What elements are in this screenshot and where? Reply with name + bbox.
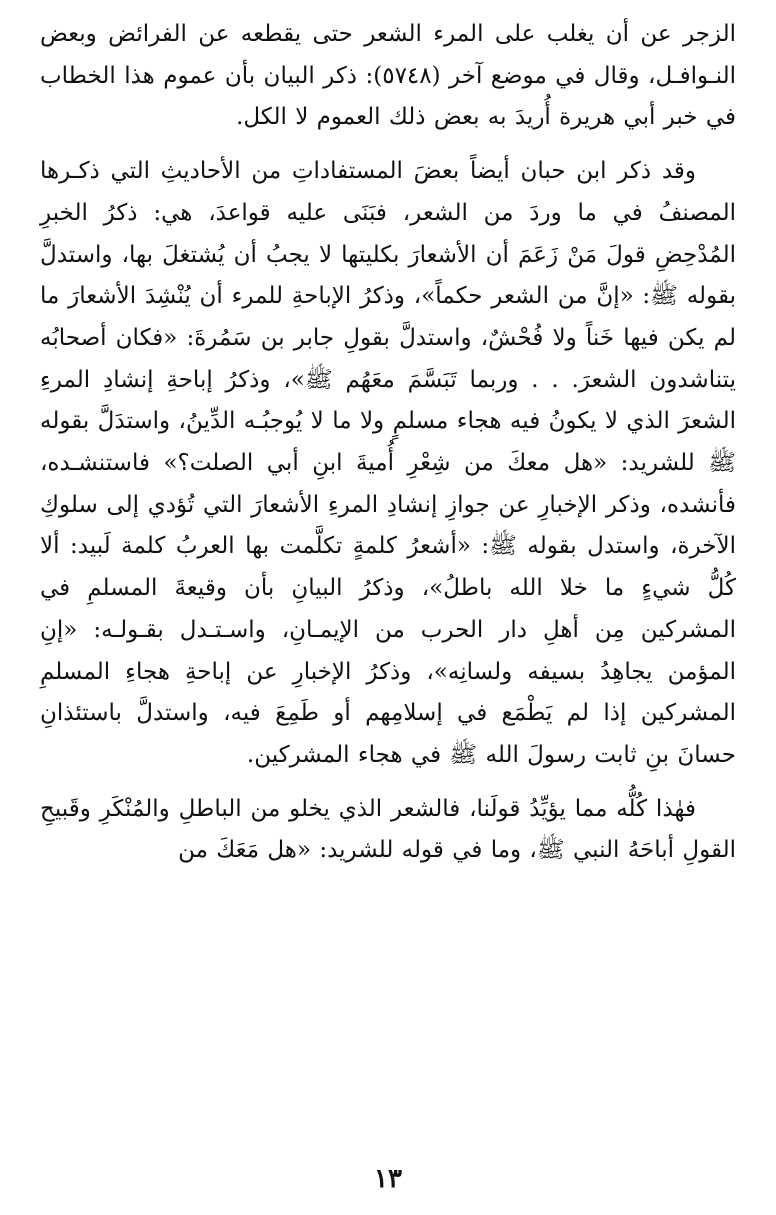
- paragraph-3: فهٰذا كُلُّه مما يؤيِّدُ قولَنا، فالشعر الذي يخلو من الباطلِ والمُنْكَرِ وقَبيحِ القولِ أباحَهُ النبي ﷺ، وما في قوله للشريد: «هل مَعَكَ من: [40, 795, 736, 864]
- page-number: ١٣: [374, 1164, 402, 1194]
- paragraph-2: وقد ذكر ابن حبان أيضاً بعضَ المستفاداتِ من الأحاديثِ التي ذكـرها المصنفُ في ما وردَ من الشعر، فبَنَى عليه قواعدَ، هي: ذكرُ الخبرِ المُدْحِضِ قولَ مَنْ زَعَمَ أن الأشعارَ بكليتها لا يجبُ أن يُشتغلَ بها، واستدلَّ بقوله ﷺ: «إنَّ من الشعر حكماً»، وذكرُ الإباحةِ للمرء أن يُنْشِدَ الأشعارَ ما لم يكن فيها خَناً ولا فُحْشٌ، واستدلَّ بقولِ جابر بن سَمُرةَ: «فكان أصحابُه يتناشدون الشعرَ. . . وربما تَبَسَّمَ معَهُم ﷺ»، وذكرُ إباحةِ إنشادِ المرءِ الشعرَ الذي لا يكونُ فيه هجاء مسلمٍ ولا ما لا يُوجبُـه الدِّينُ، واستدَلَّ بقوله ﷺ للشريد: «هل معكَ من شِعْرِ أُميةَ ابنِ أبي الصلت؟» فاستنشـده، فأنشده، وذكر الإخبارِ عن جوازِ إنشادِ المرءِ الأشعارَ التي تُؤدي إلى سلوكِ الآخرة، واستدل بقوله ﷺ: «أشعرُ كلمةٍ تكلَّمت بها العربُ كلمة لَبيد: ألا كُلُّ شيءٍ ما خلا الله باطلُ»، وذكرُ البيانِ بأن وقيعةَ المسلمِ في المشركين مِن أهلِ دار الحرب من الإيمـانِ، واسـتـدل بقـولـه: «إنِ المؤمن يجاهِدُ بسيفه ولسانِه»، وذكرُ الإخبارِ عن إباحةِ هجاءِ المسلمِ المشركين إذا لم يَطْمَع في إسلامِهم أو طَمِعَ فيه، واستدلَّ باستئذانِ حسانَ بنِ ثابت رسولَ الله ﷺ في هجاء المشركين.: [40, 158, 736, 768]
- paragraph-1: الزجر عن أن يغلب على المرء الشعر حتى يقطعه عن الفرائض وبعض النـوافـل، وقال في موضع آخر (٥٧٤٨): ذكر البيان بأن عموم هذا الخطاب في خبر أبي هريرة أُريدَ به بعض ذلك العموم لا الكل.: [40, 21, 736, 131]
- body-text: [40, 14, 736, 872]
